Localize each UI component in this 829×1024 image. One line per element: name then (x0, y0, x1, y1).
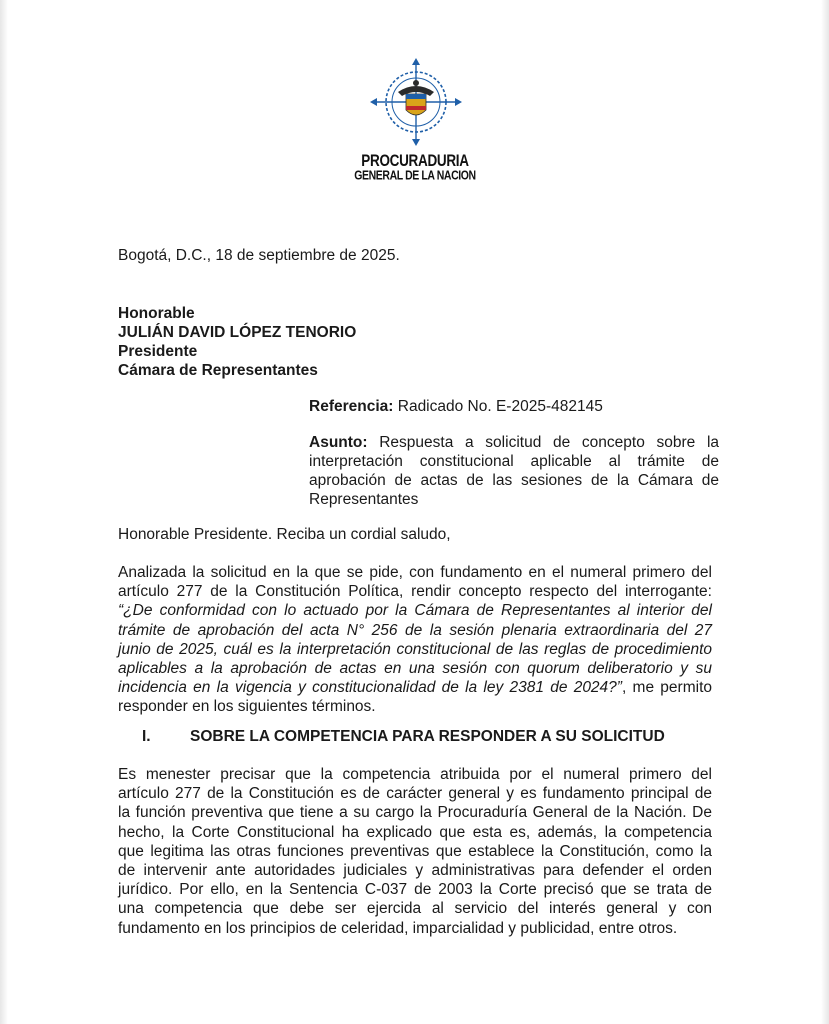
paragraph-line: artículo 277 de la Constitución Política, rendir concepto respecto del interrogante: (118, 583, 712, 601)
paragraph-line: hecho, la Corte Constitucional ha explicado que esta es, además, la competencia (118, 823, 712, 841)
quote-line: “¿De conformidad con lo actuado por la Cámara de Representantes al interior del (118, 602, 712, 620)
org-name (350, 151, 480, 183)
quote-tail: , me permito (621, 679, 712, 697)
quote-line: incidencia en la vigencia y constitucionalidad de la ley 2381 de 2024?” (118, 679, 622, 697)
reference-block (309, 397, 719, 416)
recipient-salutation: Honorable (118, 305, 195, 322)
org-name-line2: GENERAL DE LA NACION (354, 167, 476, 183)
paragraph-line: una competencia que debe ser ejercida al servicio del interés general y con (118, 900, 712, 918)
paragraph-line: que legitima las otras funciones preventivas que establece la Constitución, como la (118, 842, 712, 860)
recipient-title: Presidente (118, 343, 198, 360)
paragraph-line: artículo 277 de la Constitución es de carácter general y es fundamento principal de (118, 785, 712, 803)
section-number: I. (142, 728, 151, 745)
quote-line: aplicables a la aprobación de actas en una sesión con quorum deliberatorio y su (118, 660, 712, 678)
recipient-name: JULIÁN DAVID LÓPEZ TENORIO (118, 324, 357, 341)
subject-label: Asunto: (309, 434, 368, 451)
paragraph-line: Analizada la solicitud en la que se pide, con fundamento en el numeral primero del (118, 564, 712, 581)
date-line: Bogotá, D.C., 18 de septiembre de 2025. (118, 247, 400, 264)
reference-label: Referencia: (309, 398, 394, 415)
section-title: SOBRE LA COMPETENCIA PARA RESPONDER A SU SOLICITUD (190, 728, 665, 745)
paragraph-line: Es menester precisar que la competencia atribuida por el numeral primero del (118, 766, 712, 783)
paragraph-line: de intervenir ante autoridades judiciales y administrativas para defender el orden (118, 862, 712, 880)
paragraph-line: responder en los siguientes términos. (118, 698, 376, 716)
paragraph-line: fundamento en los principios de celeridad, imparcialidad y publicidad, entre otros. (118, 919, 678, 937)
subject-block (309, 433, 719, 509)
recipient-institution: Cámara de Representantes (118, 362, 318, 379)
reference-value: Radicado No. E-2025-482145 (397, 398, 603, 415)
page-edge-left (0, 0, 8, 1024)
subject-value: Respuesta a solicitud de concepto sobre la interpretación constitucional aplicable al trámite de aprobación de actas de las sesiones de la Cámara de Representantes (309, 434, 720, 508)
greeting: Honorable Presidente. Reciba un cordial saludo, (118, 526, 451, 543)
quote-line: trámite de aprobación del acta N° 256 de la sesión plenaria extraordinaria del 27 (118, 621, 712, 639)
quote-line: junio de 2025, cuál es la interpretación constitucional de las reglas de procedimiento (118, 640, 712, 658)
paragraph-competence (118, 765, 712, 938)
paragraph-request (118, 563, 712, 717)
paragraph-line: jurídico. Por ello, en la Sentencia C-037 de 2003 la Corte precisó que se trata de (118, 881, 712, 899)
page-edge-right (821, 0, 829, 1024)
paragraph-line: la función preventiva que tiene a su cargo la Procuraduría General de la Nación. De (118, 804, 712, 822)
quote-final-line (118, 678, 712, 697)
procuraduria-seal-logo (368, 56, 464, 152)
org-name-line1: PROCURADURIA (361, 151, 469, 170)
